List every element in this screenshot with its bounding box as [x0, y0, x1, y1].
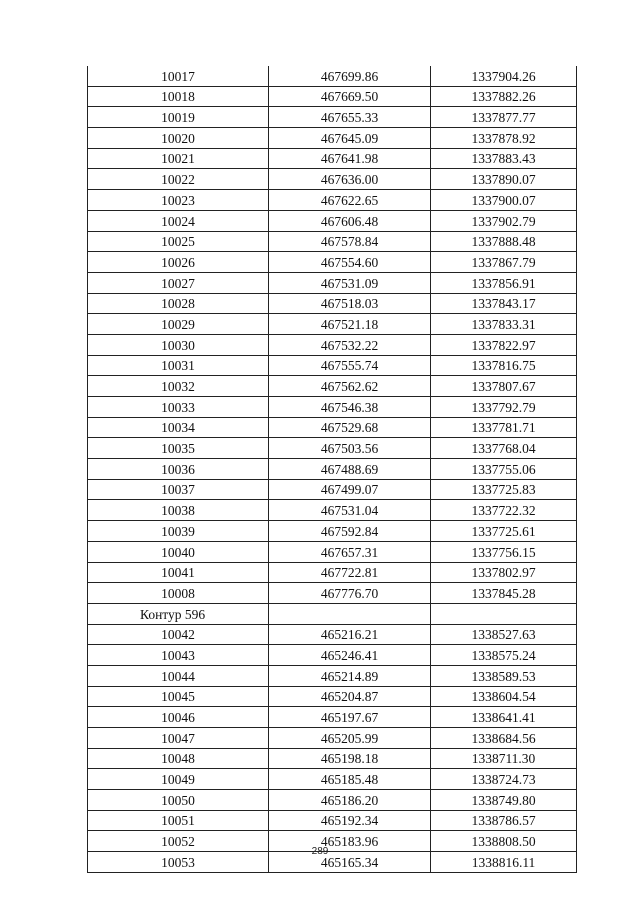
point-number-cell: 10049	[88, 769, 269, 790]
point-number-cell: 10036	[88, 459, 269, 480]
point-number-cell: 10033	[88, 397, 269, 418]
y-coordinate-cell: 1337725.83	[431, 479, 577, 500]
point-number-cell: 10022	[88, 169, 269, 190]
table-row	[88, 272, 577, 293]
y-coordinate-cell: 1337816.75	[431, 355, 577, 376]
y-coordinate-cell: 1337755.06	[431, 459, 577, 480]
point-number-cell: 10019	[88, 107, 269, 128]
x-coordinate-cell: 467532.22	[269, 334, 431, 355]
x-coordinate-cell: 465197.67	[269, 707, 431, 728]
point-number-cell: 10045	[88, 686, 269, 707]
y-coordinate-cell: 1337722.32	[431, 500, 577, 521]
table-row	[88, 665, 577, 686]
table-row	[88, 624, 577, 645]
point-number-cell: 10017	[88, 66, 269, 86]
table-row	[88, 417, 577, 438]
table-row	[88, 169, 577, 190]
point-number-cell: 10039	[88, 521, 269, 542]
y-coordinate-cell: 1338816.11	[431, 852, 577, 873]
x-coordinate-cell	[269, 603, 431, 624]
y-coordinate-cell: 1338527.63	[431, 624, 577, 645]
point-number-cell: 10044	[88, 665, 269, 686]
y-coordinate-cell	[431, 603, 577, 624]
y-coordinate-cell: 1337792.79	[431, 397, 577, 418]
x-coordinate-cell: 465214.89	[269, 665, 431, 686]
x-coordinate-cell: 467636.00	[269, 169, 431, 190]
y-coordinate-cell: 1337845.28	[431, 583, 577, 604]
y-coordinate-cell: 1337781.71	[431, 417, 577, 438]
y-coordinate-cell: 1337756.15	[431, 541, 577, 562]
point-number-cell: 10018	[88, 86, 269, 107]
y-coordinate-cell: 1337802.97	[431, 562, 577, 583]
y-coordinate-cell: 1338589.53	[431, 665, 577, 686]
point-number-cell: 10042	[88, 624, 269, 645]
point-number-cell: 10038	[88, 500, 269, 521]
table-row	[88, 293, 577, 314]
y-coordinate-cell: 1338808.50	[431, 831, 577, 852]
y-coordinate-cell: 1338604.54	[431, 686, 577, 707]
table-row	[88, 252, 577, 273]
x-coordinate-cell: 467641.98	[269, 148, 431, 169]
x-coordinate-cell: 465198.18	[269, 748, 431, 769]
point-number-cell: 10048	[88, 748, 269, 769]
y-coordinate-cell: 1337833.31	[431, 314, 577, 335]
point-number-cell: 10023	[88, 190, 269, 211]
x-coordinate-cell: 465183.96	[269, 831, 431, 852]
table-row	[88, 707, 577, 728]
point-number-cell: 10046	[88, 707, 269, 728]
y-coordinate-cell: 1337807.67	[431, 376, 577, 397]
x-coordinate-cell: 467622.65	[269, 190, 431, 211]
point-number-cell: 10026	[88, 252, 269, 273]
point-number-cell: 10041	[88, 562, 269, 583]
point-number-cell: 10043	[88, 645, 269, 666]
y-coordinate-cell: 1337902.79	[431, 210, 577, 231]
y-coordinate-cell: 1338786.57	[431, 810, 577, 831]
x-coordinate-cell: 467488.69	[269, 459, 431, 480]
x-coordinate-cell: 467592.84	[269, 521, 431, 542]
x-coordinate-cell: 467776.70	[269, 583, 431, 604]
point-number-cell: 10051	[88, 810, 269, 831]
table-row	[88, 521, 577, 542]
table-row	[88, 148, 577, 169]
table-row	[88, 459, 577, 480]
x-coordinate-cell: 467546.38	[269, 397, 431, 418]
contour-label: Контур 596	[88, 603, 269, 624]
table-row	[88, 810, 577, 831]
table-row	[88, 397, 577, 418]
y-coordinate-cell: 1337725.61	[431, 521, 577, 542]
x-coordinate-cell: 465246.41	[269, 645, 431, 666]
y-coordinate-cell: 1337900.07	[431, 190, 577, 211]
x-coordinate-cell: 465192.34	[269, 810, 431, 831]
y-coordinate-cell: 1337856.91	[431, 272, 577, 293]
x-coordinate-cell: 467521.18	[269, 314, 431, 335]
point-number-cell: 10034	[88, 417, 269, 438]
table-row	[88, 438, 577, 459]
point-number-cell: 10008	[88, 583, 269, 604]
point-number-cell: 10027	[88, 272, 269, 293]
y-coordinate-cell: 1338749.80	[431, 790, 577, 811]
x-coordinate-cell: 467531.09	[269, 272, 431, 293]
x-coordinate-cell: 467529.68	[269, 417, 431, 438]
table-row	[88, 686, 577, 707]
x-coordinate-cell: 465165.34	[269, 852, 431, 873]
x-coordinate-cell: 467554.60	[269, 252, 431, 273]
y-coordinate-cell: 1338724.73	[431, 769, 577, 790]
y-coordinate-cell: 1337883.43	[431, 148, 577, 169]
table-row	[88, 190, 577, 211]
point-number-cell: 10031	[88, 355, 269, 376]
table-row	[88, 541, 577, 562]
x-coordinate-cell: 467518.03	[269, 293, 431, 314]
table-row	[88, 583, 577, 604]
point-number-cell: 10037	[88, 479, 269, 500]
x-coordinate-cell: 465186.20	[269, 790, 431, 811]
y-coordinate-cell: 1338711.30	[431, 748, 577, 769]
table-row	[88, 790, 577, 811]
table-row	[88, 107, 577, 128]
point-number-cell: 10053	[88, 852, 269, 873]
table-row	[88, 66, 577, 86]
x-coordinate-cell: 467722.81	[269, 562, 431, 583]
point-number-cell: 10040	[88, 541, 269, 562]
point-number-cell: 10030	[88, 334, 269, 355]
y-coordinate-cell: 1337904.26	[431, 66, 577, 86]
y-coordinate-cell: 1337867.79	[431, 252, 577, 273]
point-number-cell: 10024	[88, 210, 269, 231]
y-coordinate-cell: 1337890.07	[431, 169, 577, 190]
point-number-cell: 10032	[88, 376, 269, 397]
table-row	[88, 314, 577, 335]
y-coordinate-cell: 1338641.41	[431, 707, 577, 728]
y-coordinate-cell: 1337878.92	[431, 128, 577, 149]
x-coordinate-cell: 465204.87	[269, 686, 431, 707]
point-number-cell: 10021	[88, 148, 269, 169]
point-number-cell: 10020	[88, 128, 269, 149]
point-number-cell: 10047	[88, 728, 269, 749]
point-number-cell: 10050	[88, 790, 269, 811]
y-coordinate-cell: 1338684.56	[431, 728, 577, 749]
point-number-cell: 10025	[88, 231, 269, 252]
x-coordinate-cell: 465216.21	[269, 624, 431, 645]
page-number: 289	[311, 846, 329, 857]
table-row	[88, 231, 577, 252]
point-number-cell: 10035	[88, 438, 269, 459]
point-number-cell: 10028	[88, 293, 269, 314]
point-number-cell: 10029	[88, 314, 269, 335]
x-coordinate-cell: 467606.48	[269, 210, 431, 231]
table-row	[88, 479, 577, 500]
table-row	[88, 334, 577, 355]
table-row	[88, 645, 577, 666]
y-coordinate-cell: 1337888.48	[431, 231, 577, 252]
coordinates-table	[87, 66, 577, 873]
x-coordinate-cell: 467499.07	[269, 479, 431, 500]
table-row	[88, 128, 577, 149]
contour-header-row	[88, 603, 577, 624]
table-row	[88, 86, 577, 107]
table-row	[88, 728, 577, 749]
x-coordinate-cell: 467531.04	[269, 500, 431, 521]
x-coordinate-cell: 467657.31	[269, 541, 431, 562]
x-coordinate-cell: 467669.50	[269, 86, 431, 107]
x-coordinate-cell: 467562.62	[269, 376, 431, 397]
y-coordinate-cell: 1337877.77	[431, 107, 577, 128]
x-coordinate-cell: 467655.33	[269, 107, 431, 128]
table-row	[88, 748, 577, 769]
table-row	[88, 376, 577, 397]
table-row	[88, 355, 577, 376]
y-coordinate-cell: 1337822.97	[431, 334, 577, 355]
x-coordinate-cell: 465185.48	[269, 769, 431, 790]
x-coordinate-cell: 467699.86	[269, 66, 431, 86]
x-coordinate-cell: 467555.74	[269, 355, 431, 376]
coordinates-table-body	[88, 66, 577, 872]
y-coordinate-cell: 1337843.17	[431, 293, 577, 314]
table-row	[88, 500, 577, 521]
table-row	[88, 562, 577, 583]
point-number-cell: 10052	[88, 831, 269, 852]
table-row	[88, 210, 577, 231]
y-coordinate-cell: 1338575.24	[431, 645, 577, 666]
y-coordinate-cell: 1337768.04	[431, 438, 577, 459]
table-row	[88, 769, 577, 790]
x-coordinate-cell: 467503.56	[269, 438, 431, 459]
x-coordinate-cell: 465205.99	[269, 728, 431, 749]
x-coordinate-cell: 467578.84	[269, 231, 431, 252]
x-coordinate-cell: 467645.09	[269, 128, 431, 149]
y-coordinate-cell: 1337882.26	[431, 86, 577, 107]
